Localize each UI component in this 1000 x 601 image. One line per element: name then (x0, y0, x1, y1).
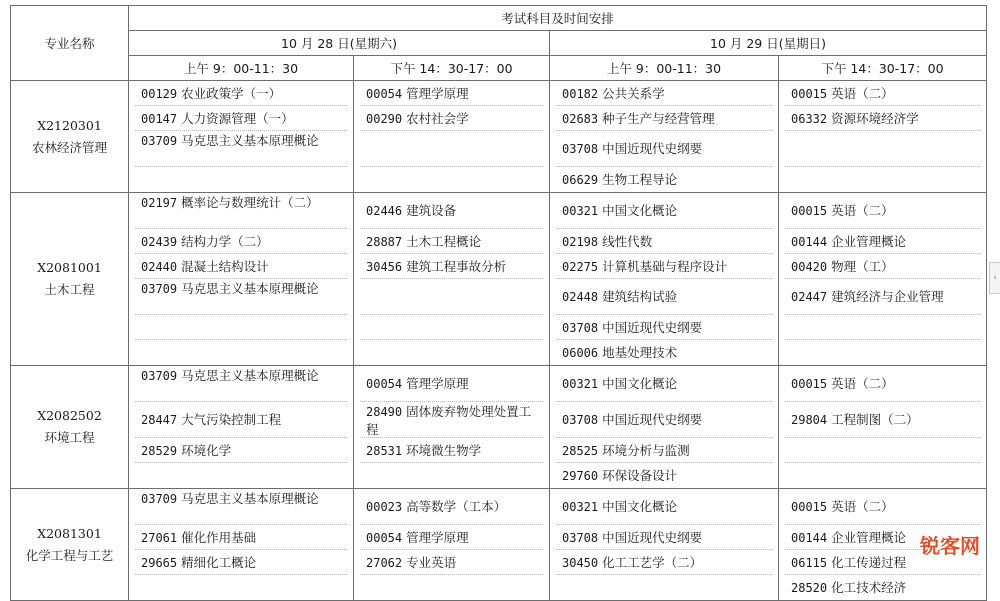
course-name: 中国文化概论 (602, 499, 678, 514)
course-code: 28525 (562, 444, 599, 458)
course-code: 27062 (366, 556, 403, 570)
day-1-date: 10 月 28 日(星期六) (129, 31, 550, 56)
course-entry (556, 340, 772, 365)
exam-schedule-table (10, 5, 987, 601)
course-name: 化工工艺学（二） (602, 555, 703, 570)
course-entry (785, 106, 980, 131)
empty-slot (360, 463, 543, 488)
course-code: 02448 (562, 290, 599, 304)
day-1-morning-courses (129, 193, 354, 366)
course-entry (785, 575, 980, 600)
course-name: 管理学原理 (406, 530, 469, 545)
course-name: 环保设备设计 (602, 468, 678, 483)
course-name: 农业政策学（一） (181, 86, 282, 101)
course-code: 28529 (141, 444, 178, 458)
course-name: 人力资源管理（一） (181, 111, 294, 126)
major-cell (11, 489, 129, 601)
course-name: 建筑结构试验 (602, 289, 678, 304)
course-name: 环境微生物学 (406, 443, 482, 458)
course-name: 中国近现代史纲要 (602, 141, 703, 156)
course-code: 03709 (141, 369, 178, 383)
course-entry (785, 279, 980, 315)
course-code: 29665 (141, 556, 178, 570)
course-name: 专业英语 (406, 555, 457, 570)
day-2-afternoon: 下午 14：30-17：00 (779, 56, 987, 81)
empty-slot (785, 340, 980, 365)
course-entry (556, 315, 772, 340)
course-name: 种子生产与经营管理 (602, 111, 715, 126)
day-1-morning: 上午 9：00-11：30 (129, 56, 354, 81)
course-name: 马克思主义基本原理概论 (181, 133, 319, 148)
side-scroll-tab[interactable]: › (989, 262, 1000, 294)
empty-slot (556, 575, 772, 600)
course-code: 00290 (366, 112, 403, 126)
course-entry (135, 229, 347, 254)
major-row (11, 489, 987, 601)
course-entry (556, 489, 772, 525)
exam-schedule-page (10, 5, 986, 601)
course-name: 企业管理概论 (831, 530, 907, 545)
course-entry (360, 550, 543, 575)
course-code: 00420 (791, 260, 828, 274)
course-name: 化工技术经济 (831, 580, 907, 595)
course-name: 中国近现代史纲要 (602, 320, 703, 335)
day-2-afternoon-courses (779, 193, 987, 366)
course-code: 02440 (141, 260, 178, 274)
course-entry (556, 193, 772, 229)
course-code: 28520 (791, 581, 828, 595)
course-code: 03709 (141, 134, 178, 148)
day-1-afternoon-courses (354, 489, 550, 601)
empty-slot (785, 463, 980, 488)
course-name: 化工传递过程 (831, 555, 907, 570)
course-entry (135, 131, 347, 167)
course-code: 06629 (562, 173, 599, 187)
course-code: 30456 (366, 260, 403, 274)
course-entry (135, 489, 347, 525)
course-name: 英语（二） (831, 376, 894, 391)
course-code: 00182 (562, 87, 599, 101)
empty-slot (785, 131, 980, 167)
schedule-header: 考试科目及时间安排 (129, 6, 987, 31)
day-1-afternoon-courses (354, 81, 550, 193)
course-code: 06332 (791, 112, 828, 126)
course-name: 英语（二） (831, 203, 894, 218)
course-name: 公共关系学 (602, 86, 665, 101)
course-code: 29804 (791, 413, 828, 427)
course-entry (360, 525, 543, 550)
course-code: 28490 (366, 405, 403, 419)
course-name: 建筑经济与企业管理 (831, 289, 944, 304)
course-name: 企业管理概论 (831, 234, 907, 249)
course-entry (556, 402, 772, 438)
empty-slot (360, 340, 543, 365)
course-entry (135, 402, 347, 438)
course-code: 00054 (366, 377, 403, 391)
course-code: 00015 (791, 500, 828, 514)
day-2-morning-courses (550, 81, 779, 193)
course-code: 02198 (562, 235, 599, 249)
course-entry (556, 167, 772, 192)
course-code: 30450 (562, 556, 599, 570)
course-name: 物理（工） (831, 259, 894, 274)
empty-slot (785, 167, 980, 192)
course-code: 03709 (141, 492, 178, 506)
course-name: 线性代数 (602, 234, 653, 249)
course-entry (135, 366, 347, 402)
course-entry (785, 402, 980, 438)
course-entry (360, 402, 543, 438)
course-name: 高等数学（工本） (406, 499, 507, 514)
watermark-logo: 锐客网 (920, 534, 980, 558)
course-name: 中国文化概论 (602, 376, 678, 391)
course-name: 工程制图（二） (831, 412, 919, 427)
course-entry (556, 525, 772, 550)
course-entry (135, 279, 347, 315)
major-code: X2081001 (37, 260, 102, 275)
major-cell (11, 366, 129, 489)
course-code: 00054 (366, 531, 403, 545)
course-name: 管理学原理 (406, 86, 469, 101)
course-entry (135, 254, 347, 279)
major-cell (11, 81, 129, 193)
course-name: 农村社会学 (406, 111, 469, 126)
course-name: 英语（二） (831, 86, 894, 101)
course-code: 03708 (562, 531, 599, 545)
course-entry (556, 550, 772, 575)
course-code: 00147 (141, 112, 178, 126)
course-name: 地基处理技术 (602, 345, 678, 360)
major-title: 化学工程与工艺 (25, 547, 114, 563)
course-name: 概率论与数理统计（二） (181, 195, 319, 210)
course-code: 00054 (366, 87, 403, 101)
course-name: 固体废弃物处理处置工程 (366, 404, 532, 437)
major-title: 土木工程 (44, 282, 95, 297)
course-name: 土木工程概论 (406, 234, 482, 249)
course-code: 00144 (791, 235, 828, 249)
course-code: 00144 (791, 531, 828, 545)
course-entry (556, 279, 772, 315)
course-name: 马克思主义基本原理概论 (181, 368, 319, 383)
course-entry (785, 81, 980, 106)
day-1-morning-courses (129, 489, 354, 601)
empty-slot (360, 131, 543, 167)
major-title: 环境工程 (44, 430, 95, 445)
empty-slot (360, 575, 543, 600)
course-entry (556, 229, 772, 254)
course-entry (556, 438, 772, 463)
major-title: 农林经济管理 (31, 139, 107, 155)
course-entry (135, 193, 347, 229)
course-entry (360, 254, 543, 279)
course-name: 环境化学 (181, 443, 232, 458)
course-code: 00023 (366, 500, 403, 514)
course-code: 28447 (141, 413, 178, 427)
course-code: 00321 (562, 204, 599, 218)
day-2-morning-courses (550, 193, 779, 366)
course-name: 中国近现代史纲要 (602, 530, 703, 545)
course-code: 28887 (366, 235, 403, 249)
course-name: 英语（二） (831, 499, 894, 514)
day-2-afternoon-courses (779, 81, 987, 193)
empty-slot (785, 315, 980, 340)
course-entry (360, 489, 543, 525)
course-code: 00321 (562, 377, 599, 391)
course-code: 03709 (141, 282, 178, 296)
empty-slot (135, 463, 347, 488)
course-name: 马克思主义基本原理概论 (181, 281, 319, 296)
course-code: 03708 (562, 321, 599, 335)
course-code: 27061 (141, 531, 178, 545)
course-entry (360, 193, 543, 229)
course-entry (556, 254, 772, 279)
major-code: X2082502 (37, 408, 102, 423)
course-name: 计算机基础与程序设计 (602, 259, 728, 274)
course-name: 建筑工程事故分析 (406, 259, 507, 274)
major-code: X2120301 (37, 117, 102, 133)
empty-slot (135, 167, 347, 192)
course-entry (135, 106, 347, 131)
course-name: 管理学原理 (406, 376, 469, 391)
course-code: 28531 (366, 444, 403, 458)
day-1-afternoon-courses (354, 366, 550, 489)
major-name-header: 专业名称 (11, 6, 129, 81)
empty-slot (785, 438, 980, 463)
empty-slot (135, 340, 347, 365)
course-code: 00321 (562, 500, 599, 514)
major-row (11, 81, 987, 193)
course-entry (556, 131, 772, 167)
day-2-morning-courses (550, 489, 779, 601)
course-entry (135, 550, 347, 575)
empty-slot (135, 575, 347, 600)
course-entry (360, 438, 543, 463)
day-2-morning: 上午 9：00-11：30 (550, 56, 779, 81)
major-code: X2081301 (37, 525, 102, 541)
course-name: 环境分析与监测 (602, 443, 690, 458)
major-row (11, 366, 987, 489)
course-entry (785, 254, 980, 279)
course-code: 00129 (141, 87, 178, 101)
day-2-date: 10 月 29 日(星期日) (550, 31, 987, 56)
course-name: 马克思主义基本原理概论 (181, 491, 319, 506)
course-entry (556, 81, 772, 106)
day-1-morning-courses (129, 81, 354, 193)
course-name: 中国近现代史纲要 (602, 412, 703, 427)
course-name: 中国文化概论 (602, 203, 678, 218)
course-name: 资源环境经济学 (831, 111, 919, 126)
day-1-afternoon-courses (354, 193, 550, 366)
course-code: 02447 (791, 290, 828, 304)
day-2-afternoon-courses (779, 366, 987, 489)
course-name: 建筑设备 (406, 203, 457, 218)
course-entry (135, 81, 347, 106)
course-entry (135, 438, 347, 463)
course-name: 大气污染控制工程 (181, 412, 282, 427)
major-cell (11, 193, 129, 366)
course-entry (785, 229, 980, 254)
course-code: 02683 (562, 112, 599, 126)
course-entry (556, 366, 772, 402)
course-code: 02439 (141, 235, 178, 249)
course-code: 00015 (791, 87, 828, 101)
course-name: 催化作用基础 (181, 530, 257, 545)
course-name: 混凝土结构设计 (181, 259, 269, 274)
course-code: 02275 (562, 260, 599, 274)
empty-slot (360, 315, 543, 340)
course-code: 03708 (562, 413, 599, 427)
day-1-morning-courses (129, 366, 354, 489)
course-code: 00015 (791, 204, 828, 218)
course-entry (785, 366, 980, 402)
course-code: 06006 (562, 346, 599, 360)
course-code: 06115 (791, 556, 828, 570)
course-entry (556, 106, 772, 131)
course-code: 03708 (562, 142, 599, 156)
course-code: 02446 (366, 204, 403, 218)
major-row (11, 193, 987, 366)
course-entry (360, 366, 543, 402)
course-code: 00015 (791, 377, 828, 391)
course-entry (785, 193, 980, 229)
course-entry (360, 229, 543, 254)
day-2-morning-courses (550, 366, 779, 489)
course-name: 结构力学（二） (181, 234, 269, 249)
course-code: 29760 (562, 469, 599, 483)
empty-slot (135, 315, 347, 340)
course-name: 生物工程导论 (602, 172, 678, 187)
empty-slot (360, 167, 543, 192)
empty-slot (360, 279, 543, 315)
course-entry (556, 463, 772, 488)
day-1-afternoon: 下午 14：30-17：00 (354, 56, 550, 81)
course-entry (785, 489, 980, 525)
course-name: 精细化工概论 (181, 555, 257, 570)
course-entry (135, 525, 347, 550)
course-entry (360, 106, 543, 131)
course-code: 02197 (141, 196, 178, 210)
course-entry (360, 81, 543, 106)
